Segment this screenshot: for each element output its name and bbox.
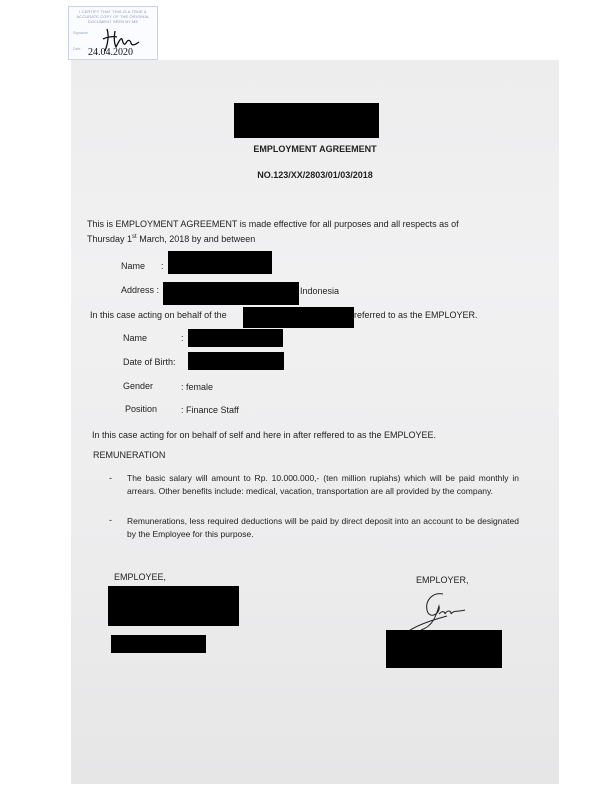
employer-name-colon: : <box>161 261 164 271</box>
employee-position-value: : Finance Staff <box>181 405 239 415</box>
redaction-bar <box>386 630 502 668</box>
document-title: EMPLOYMENT AGREEMENT <box>253 144 377 154</box>
redaction-bar <box>108 586 239 626</box>
employer-signature-label: EMPLOYER, <box>416 575 469 585</box>
intro-paragraph <box>87 218 542 246</box>
stamp-signature-label: Signature <box>73 31 88 35</box>
redaction-bar <box>111 635 206 653</box>
employer-signature <box>403 590 471 634</box>
employee-name-colon: : <box>181 333 184 343</box>
bullet-marker: - <box>109 473 112 483</box>
employee-gender-value: : female <box>181 382 214 392</box>
redaction-bar <box>163 282 299 305</box>
employee-name-label: Name <box>123 333 148 343</box>
stamp-date-label: Date <box>73 47 81 51</box>
employer-clause-prefix: In this case acting on behalf of the <box>90 310 227 320</box>
employee-dob-label: Date of Birth: <box>123 357 176 367</box>
bullet-marker: - <box>109 515 112 525</box>
employer-name-label: Name <box>121 261 146 271</box>
redaction-bar <box>168 251 272 274</box>
employer-clause-suffix: referred to as the EMPLOYER. <box>354 310 478 320</box>
intro-line: This is EMPLOYMENT AGREEMENT is made effective for all purposes and all respects as of <box>87 219 459 229</box>
stamp-line: ACCURATE COPY OF THE ORIGINAL <box>76 14 150 19</box>
employer-address-country: Indonesia <box>300 286 340 296</box>
employee-clause: In this case acting for on behalf of self and here in after reffered to as the EMPLOYEE. <box>92 430 437 440</box>
employee-position-label: Position <box>125 404 158 414</box>
remuneration-item: Remunerations, less required deductions will be paid by direct deposit into an account to be designated by the Employee for this purpose. <box>127 516 519 539</box>
employer-address-label: Address : <box>121 285 160 295</box>
intro-date: Thursday 1st March, 2018 by and between <box>87 234 256 244</box>
redaction-bar <box>188 329 283 347</box>
employee-gender-label: Gender <box>123 381 154 391</box>
employee-signature-label: EMPLOYEE, <box>114 572 167 582</box>
redaction-bar <box>234 103 379 138</box>
redaction-bar <box>243 307 354 328</box>
redaction-bar <box>188 352 284 370</box>
certification-date: 24.04.2020 <box>88 47 133 58</box>
document-number: NO.123/XX/2803/01/03/2018 <box>257 170 373 180</box>
remuneration-item: The basic salary will amount to Rp. 10.000.000,- (ten million rupiahs) which will be paid monthly in arrears. Other benefits include: medical, vacation, transportation are all provided by the company. <box>127 473 519 496</box>
document-page <box>71 60 559 784</box>
stamp-line: DOCUMENT SEEN BY ME <box>87 19 139 24</box>
stamp-line: I CERTIFY THAT THIS IS A TRUE & <box>79 9 147 14</box>
remuneration-heading: REMUNERATION <box>93 450 166 460</box>
